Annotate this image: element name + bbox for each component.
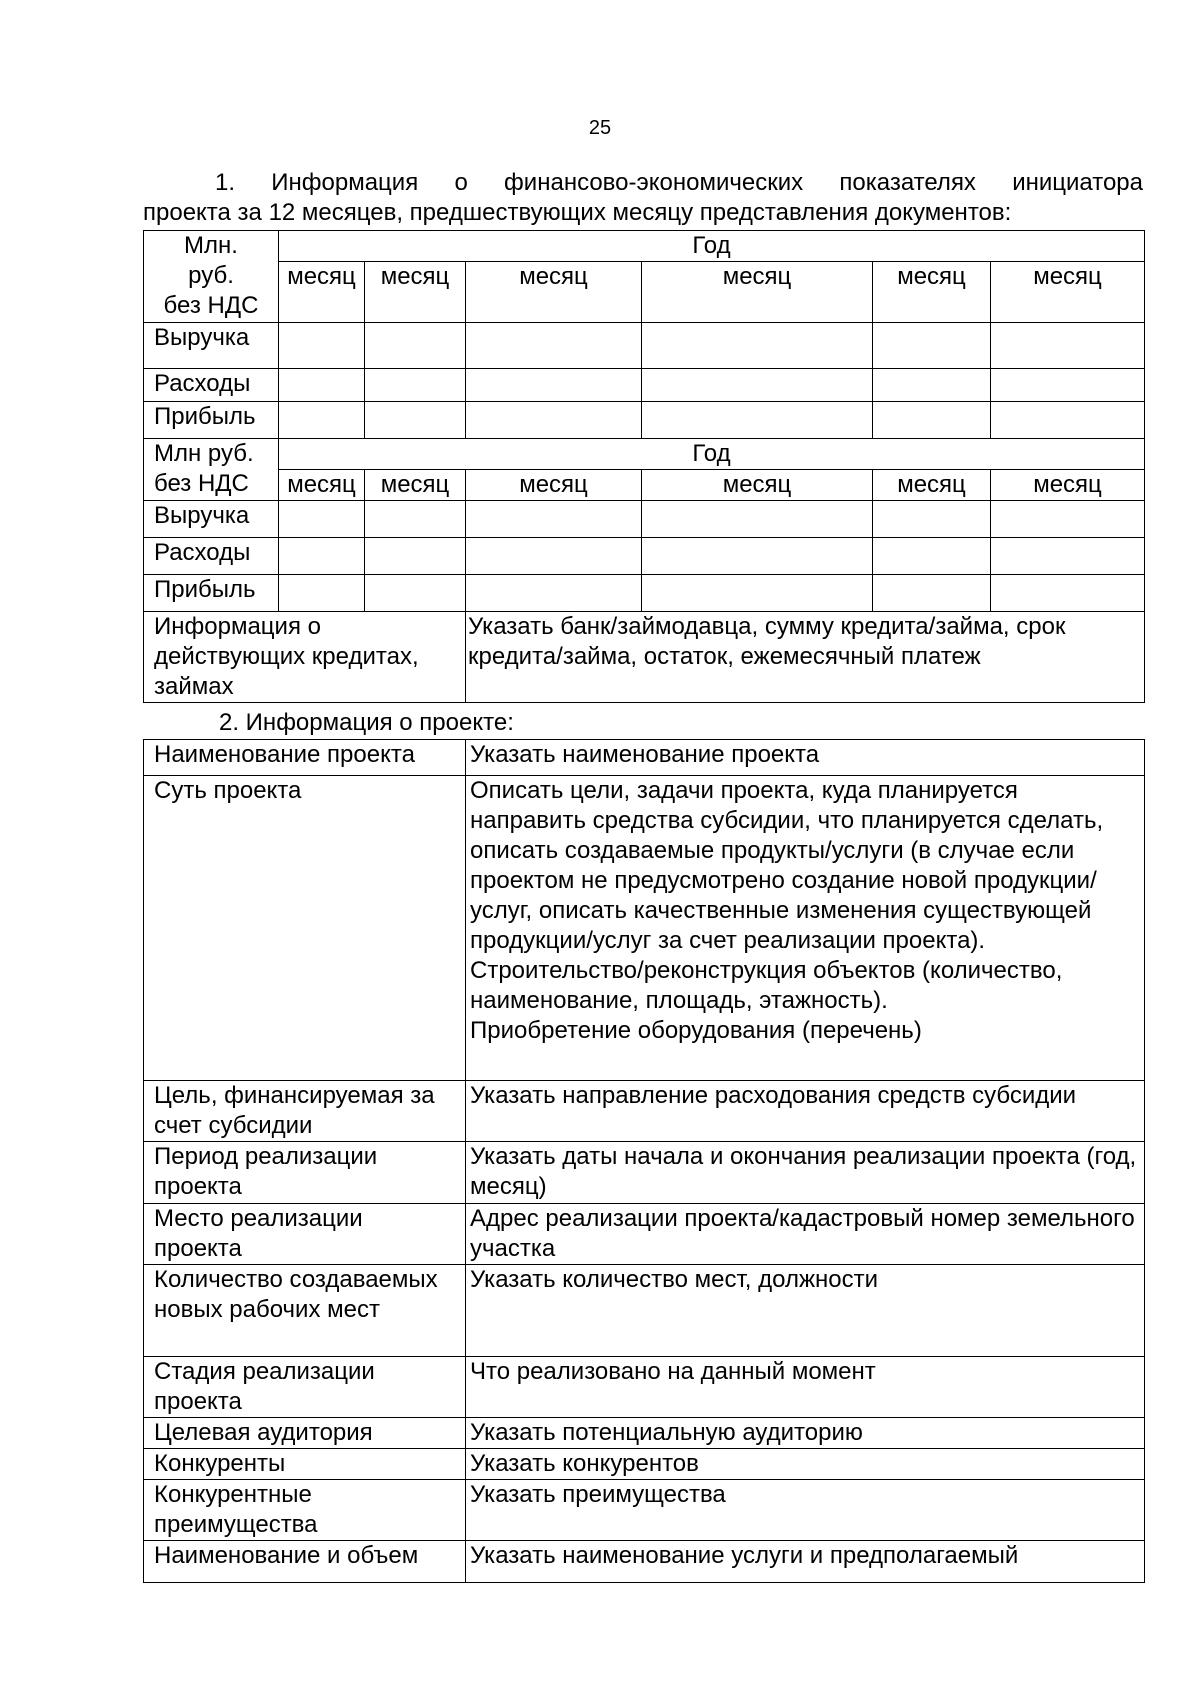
data-cell[interactable] [279, 538, 365, 575]
project-field-label: Стадия реализации проекта [144, 1357, 466, 1418]
row-label-revenue: Выручка [144, 501, 279, 538]
unit-label-cell [144, 231, 279, 323]
data-cell[interactable] [642, 501, 873, 538]
project-field-value[interactable]: Указать наименование услуги и предполагаемый [466, 1541, 1145, 1583]
data-cell[interactable] [466, 575, 642, 612]
data-cell[interactable] [873, 369, 991, 402]
data-cell[interactable] [642, 575, 873, 612]
data-cell[interactable] [466, 323, 642, 369]
data-cell[interactable] [873, 538, 991, 575]
project-info-table [143, 739, 1145, 1583]
month-header: месяц [642, 262, 873, 323]
project-field-value[interactable]: Что реализовано на данный момент [466, 1357, 1145, 1418]
data-cell[interactable] [991, 501, 1145, 538]
data-cell[interactable] [279, 369, 365, 402]
project-row [144, 1480, 1145, 1541]
data-cell[interactable] [991, 323, 1145, 369]
data-cell[interactable] [873, 501, 991, 538]
intro-paragraph [143, 168, 1143, 228]
data-cell[interactable] [642, 369, 873, 402]
year-header: Год [279, 439, 1145, 470]
project-field-value[interactable]: Указать количество мест, должности [466, 1265, 1145, 1357]
row-label-expenses: Расходы [144, 538, 279, 575]
project-row [144, 1357, 1145, 1418]
data-cell[interactable] [991, 575, 1145, 612]
data-cell[interactable] [466, 501, 642, 538]
project-field-label: Цель, финансируемая за счет субсидии [144, 1081, 466, 1142]
data-cell[interactable] [991, 369, 1145, 402]
data-cell[interactable] [279, 323, 365, 369]
project-row [144, 1449, 1145, 1480]
data-cell[interactable] [365, 501, 466, 538]
row-label-profit: Прибыль [144, 575, 279, 612]
data-cell[interactable] [642, 538, 873, 575]
project-field-value[interactable]: Указать потенциальную аудиторию [466, 1418, 1145, 1449]
unit-label-line: руб. [188, 262, 234, 289]
data-cell[interactable] [365, 575, 466, 612]
month-header: месяц [991, 470, 1145, 501]
data-cell[interactable] [279, 501, 365, 538]
data-cell[interactable] [279, 575, 365, 612]
month-header: месяц [279, 470, 365, 501]
month-header: месяц [873, 262, 991, 323]
data-cell[interactable] [365, 538, 466, 575]
project-row [144, 1204, 1145, 1265]
month-header: месяц [365, 470, 466, 501]
data-cell[interactable] [365, 323, 466, 369]
project-field-value[interactable]: Описать цели, задачи проекта, куда планируется направить средства субсидии, что планируется сделать, описать создаваемые продукты/услуги (в случае если проектом не предусмотрено создание новой продукции/услуг, описать качественные изменения существующей продукции/услуг за счет реализации проекта). Строительство/реконструкция объектов (количество, наименование, площадь, этажность). Приобретение оборудования (перечень) [466, 776, 1145, 1081]
data-cell[interactable] [873, 402, 991, 439]
section-2-title: 2. Информация о проекте: [219, 709, 514, 736]
project-field-label: Место реализации проекта [144, 1204, 466, 1265]
month-header: месяц [642, 470, 873, 501]
unit-label-cell [144, 439, 279, 501]
month-header: месяц [873, 470, 991, 501]
financial-indicators-table [143, 230, 1145, 703]
project-field-label: Целевая аудитория [144, 1418, 466, 1449]
project-row [144, 1265, 1145, 1357]
project-field-label: Суть проекта [144, 776, 466, 1081]
project-field-label: Конкуренты [144, 1449, 466, 1480]
project-row [144, 1418, 1145, 1449]
data-cell[interactable] [279, 402, 365, 439]
data-cell[interactable] [365, 402, 466, 439]
data-cell[interactable] [873, 323, 991, 369]
month-header: месяц [365, 262, 466, 323]
unit-label-line: без НДС [154, 470, 249, 497]
data-cell[interactable] [873, 575, 991, 612]
unit-label-line: Млн руб. [154, 440, 254, 467]
row-label-profit: Прибыль [144, 402, 279, 439]
project-row [144, 1541, 1145, 1583]
project-row [144, 1081, 1145, 1142]
intro-line-1: 1. Информация о финансово-экономических показателях инициатора [215, 169, 1143, 196]
project-field-label: Количество создаваемых новых рабочих мест [144, 1265, 466, 1357]
data-cell[interactable] [466, 402, 642, 439]
project-field-value[interactable]: Указать преимущества [466, 1480, 1145, 1541]
project-field-value[interactable]: Адрес реализации проекта/кадастровый номер земельного участка [466, 1204, 1145, 1265]
project-field-value[interactable]: Указать даты начала и окончания реализации проекта (год, месяц) [466, 1142, 1145, 1204]
month-header: месяц [466, 470, 642, 501]
data-cell[interactable] [642, 402, 873, 439]
project-field-value[interactable]: Указать направление расходования средств субсидии [466, 1081, 1145, 1142]
project-field-label: Конкурентные преимущества [144, 1480, 466, 1541]
intro-line-2: проекта за 12 месяцев, предшествующих месяцу представления документов: [143, 199, 1012, 226]
project-field-label: Наименование проекта [144, 740, 466, 776]
data-cell[interactable] [991, 402, 1145, 439]
month-header: месяц [991, 262, 1145, 323]
data-cell[interactable] [642, 323, 873, 369]
data-cell[interactable] [466, 369, 642, 402]
data-cell[interactable] [991, 538, 1145, 575]
project-row [144, 776, 1145, 1081]
month-header: месяц [466, 262, 642, 323]
data-cell[interactable] [365, 369, 466, 402]
project-field-label: Наименование и объем [144, 1541, 466, 1583]
project-field-label: Период реализации проекта [144, 1142, 466, 1204]
page-number: 25 [588, 117, 612, 139]
project-field-value[interactable]: Указать наименование проекта [466, 740, 1145, 776]
row-label-revenue: Выручка [144, 323, 279, 369]
unit-label-line: без НДС [163, 292, 259, 319]
project-row [144, 740, 1145, 776]
data-cell[interactable] [466, 538, 642, 575]
credits-label: Информация о действующих кредитах, займах [144, 612, 466, 703]
month-header: месяц [279, 262, 365, 323]
project-field-value[interactable]: Указать конкурентов [466, 1449, 1145, 1480]
unit-label-line: Млн. [184, 232, 238, 259]
credits-value: Указать банк/займодавца, сумму кредита/займа, срок кредита/займа, остаток, ежемесячный платеж [466, 612, 1145, 703]
project-row [144, 1142, 1145, 1204]
year-header: Год [279, 231, 1145, 262]
row-label-expenses: Расходы [144, 369, 279, 402]
